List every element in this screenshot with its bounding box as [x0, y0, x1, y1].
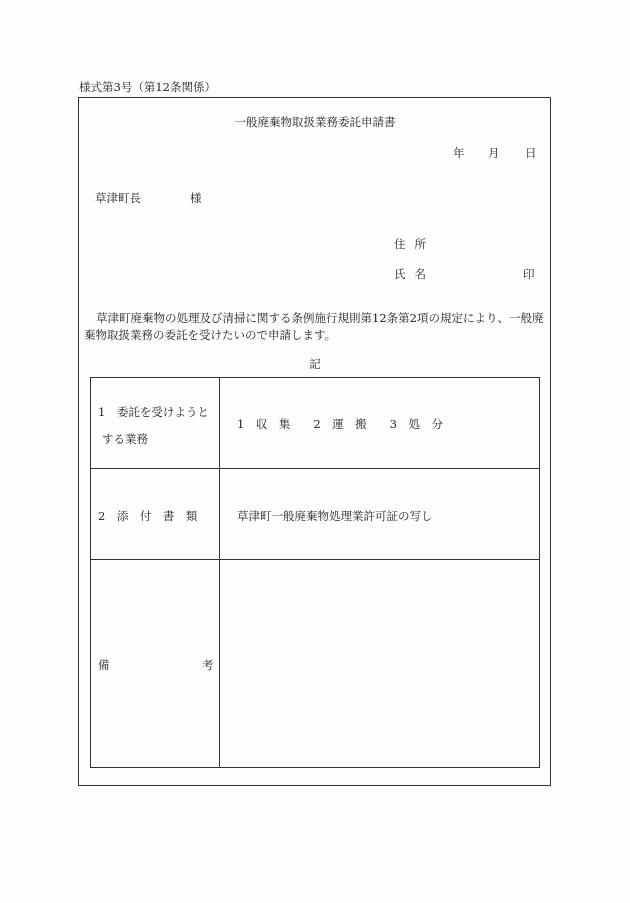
applicant-address-label: 住所 — [394, 237, 435, 251]
row2-value: 草津町一般廃棄物処理業許可証の写し — [237, 509, 433, 523]
table-row-divider — [91, 559, 539, 560]
form-title: 一般廃棄物取扱業務委託申請書 — [234, 115, 396, 129]
row1-label-line2: する業務 — [102, 432, 148, 446]
date-year-label: 年 — [453, 146, 465, 160]
applicant-name-label: 氏名 — [394, 267, 435, 281]
row3-label-left: 備 — [98, 658, 110, 672]
row3-label-right: 考 — [202, 658, 214, 672]
table-column-divider — [219, 378, 220, 767]
addressee-honorific: 様 — [190, 191, 202, 205]
date-day-label: 日 — [525, 146, 537, 160]
row1-label-line1: 1 委託を受けようと — [98, 405, 209, 419]
application-statement: 草津町廃棄物の処理及び清掃に関する条例施行規則第12条第2項の規定により、一般廃棄物取扱業務の委託を受けたいので申請します。 — [84, 311, 544, 342]
form-number-label: 様式第3号（第12条関係） — [79, 80, 216, 94]
addressee-name: 草津町長 — [95, 191, 141, 205]
record-heading: 記 — [309, 357, 321, 371]
table-row-divider — [91, 468, 539, 469]
date-month-label: 月 — [488, 146, 500, 160]
row1-value: 1 収 集 2 運 搬 3 処 分 — [237, 417, 443, 431]
details-table — [90, 377, 540, 768]
row2-label: 2 添 付 書 類 — [98, 509, 198, 523]
applicant-seal-label: 印 — [523, 267, 535, 281]
